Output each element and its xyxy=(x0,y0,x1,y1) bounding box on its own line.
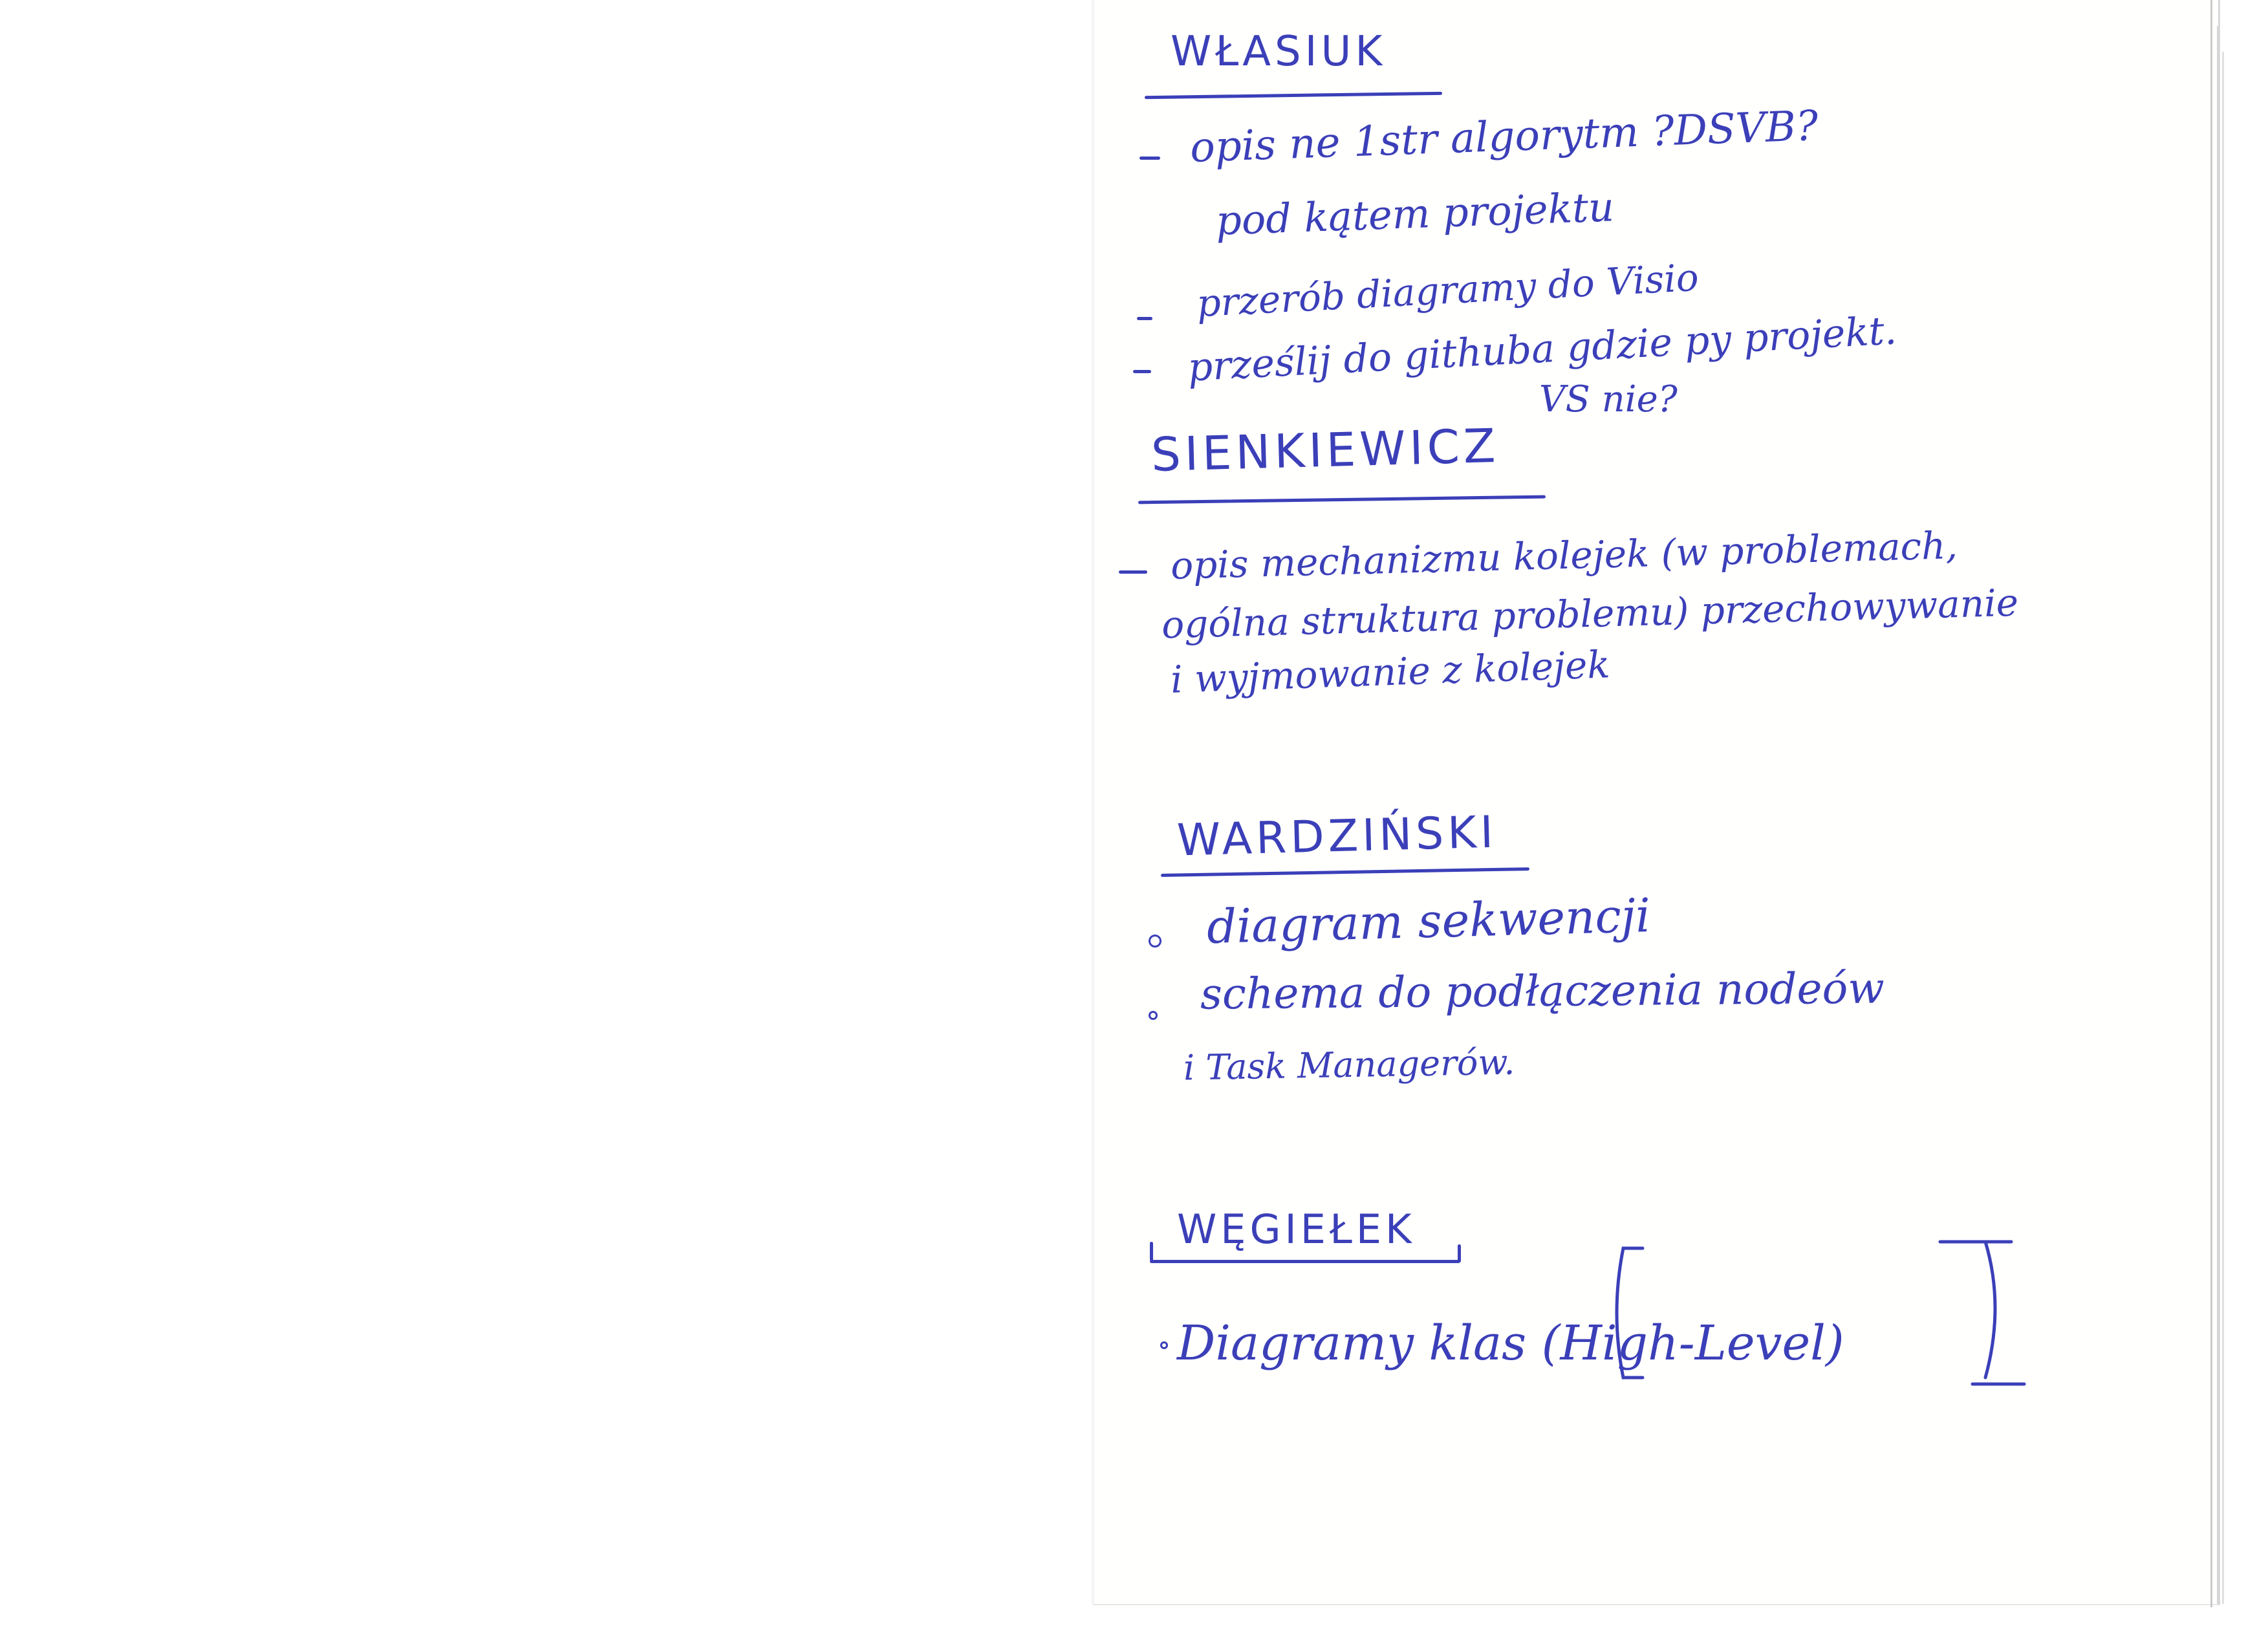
round-bullet xyxy=(1160,1341,1168,1349)
note-line: diagram sekwencji xyxy=(1206,888,1652,954)
page-edge-line xyxy=(2222,52,2224,1604)
bracket-drawing xyxy=(1597,1229,2063,1436)
round-bullet xyxy=(1149,1011,1158,1020)
note-line: przerób diagramy do Visio xyxy=(1195,255,1700,326)
section-heading: SIENKIEWICZ xyxy=(1150,418,1500,482)
note-line: prześlij do githuba gdzie py projekt. xyxy=(1186,308,1898,391)
section-heading: WĘGIEŁEK xyxy=(1177,1206,1416,1253)
note-line: i wyjmowanie z kolejek xyxy=(1170,642,1611,702)
note-line: pod kątem projektu xyxy=(1215,183,1615,244)
underline-tick xyxy=(1458,1244,1461,1262)
page-edge-line xyxy=(2217,26,2219,1604)
note-line: opis mechanizmu kolejek (w problemach, xyxy=(1170,523,1958,588)
page-edge-line xyxy=(2210,0,2212,1607)
note-line: opis ne 1str algorytm ?DSVB? xyxy=(1189,102,1819,172)
note-line: schema do podłączenia nodeów xyxy=(1200,963,1885,1019)
dash-bullet xyxy=(1133,370,1151,373)
note-line: VS nie? xyxy=(1539,378,1678,420)
round-bullet xyxy=(1149,935,1161,947)
section-heading: WŁASIUK xyxy=(1171,28,1387,76)
page-fold-shadow xyxy=(1092,0,1096,1604)
dash-bullet xyxy=(1139,157,1160,160)
note-line: Diagramy klas (High-Level) xyxy=(1177,1316,1844,1371)
section-heading: WARDZIŃSKI xyxy=(1176,807,1498,867)
note-line: ogólna struktura problemu) przechowywanie xyxy=(1161,580,2019,647)
underline-tick xyxy=(1150,1242,1153,1261)
dash-bullet xyxy=(1137,317,1152,320)
dash-bullet xyxy=(1119,570,1147,574)
note-line: i Task Managerów. xyxy=(1183,1041,1515,1088)
heading-underline xyxy=(1150,1260,1460,1263)
